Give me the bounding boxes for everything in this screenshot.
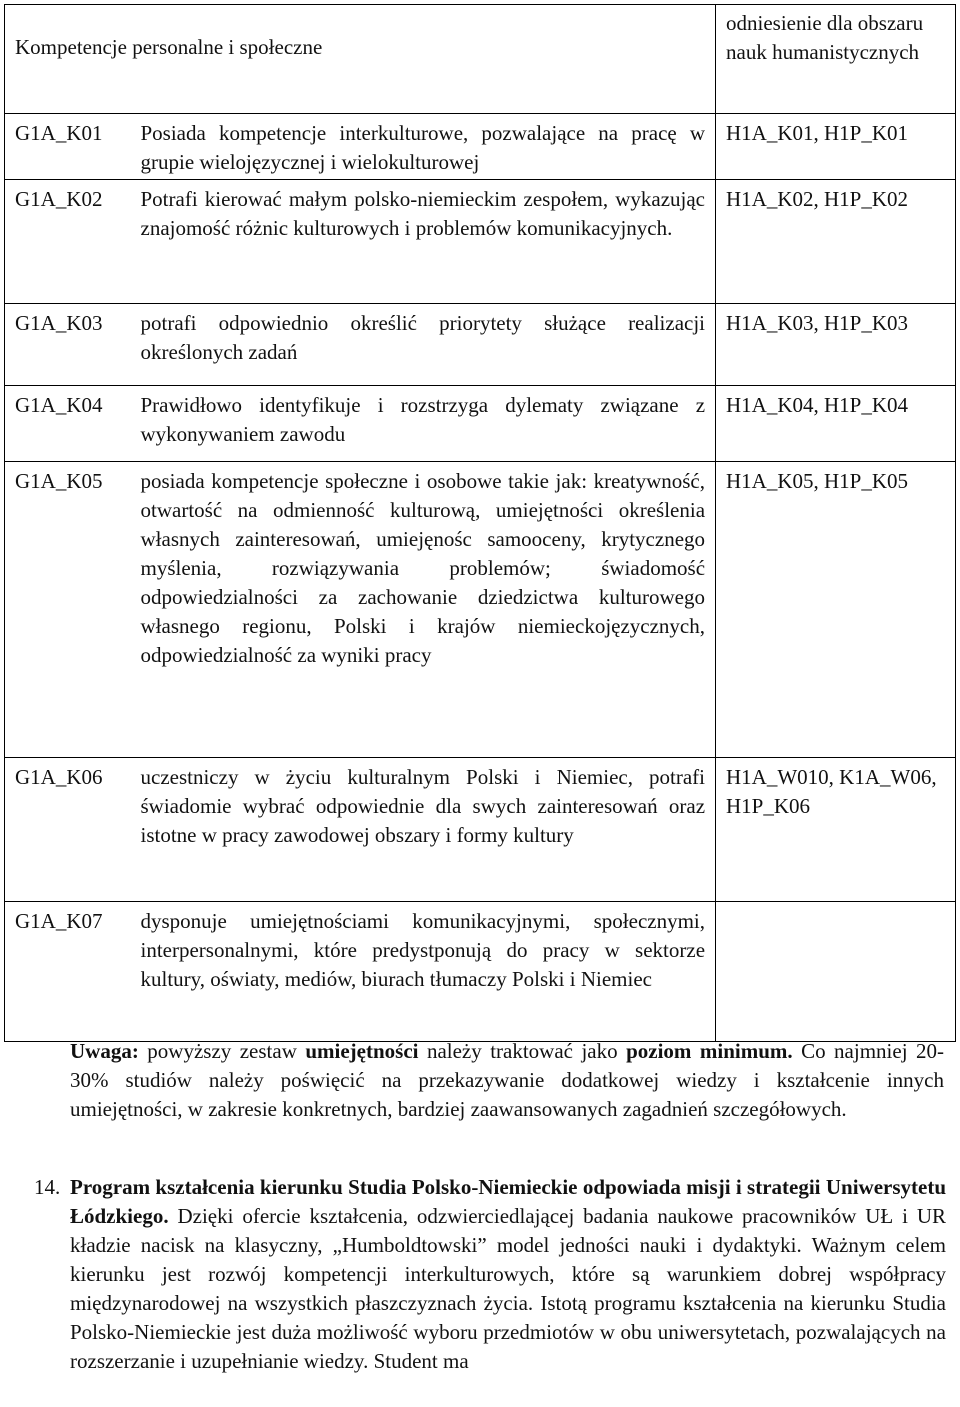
table-row xyxy=(5,114,956,180)
section-title: Program kształcenia kierunku Studia Polsko-Niemieckie odpowiada misji i strategii Uniwersytetu Łódzkiego. xyxy=(70,1175,946,1228)
note-label: Uwaga: xyxy=(70,1039,139,1063)
competence-reference: H1A_K05, H1P_K05 xyxy=(716,462,956,758)
table-header-reference: odniesienie dla obszaru nauk humanistycznych xyxy=(716,5,956,114)
competence-description: uczestniczy w życiu kulturalnym Polski i Niemiec, potrafi świadomie wybrać odpowiednie dla swych zainteresowań oraz istotne w pracy zawodowej obszary i formy kultury xyxy=(135,758,716,902)
competence-code: G1A_K07 xyxy=(5,902,135,1042)
table-header-competences: Kompetencje personalne i społeczne xyxy=(5,5,716,114)
note-bold-skills: umiejętności xyxy=(305,1039,419,1063)
competence-code: G1A_K06 xyxy=(5,758,135,902)
table-header-row xyxy=(5,5,956,114)
table-row xyxy=(5,758,956,902)
competence-code: G1A_K02 xyxy=(5,180,135,304)
competence-description: Potrafi kierować małym polsko-niemieckim zespołem, wykazując znajomość różnic kulturowych i problemów komunikacyjnych. xyxy=(135,180,716,304)
section-text: Dzięki ofercie kształcenia, odzwierciedlającej badania naukowe pracowników UŁ i UR kładzie nacisk na klasyczny, „Humboldtowski” model jedności nauki i dydaktyki. Ważnym celem kierunku jest rozwój kompetencji interkulturowych, które są warunkiem dobrej współpracy międzynarodowej na wszystkich płaszczyznach życia. Istotą programu kształcenia na kierunku Studia Polsko-Niemieckie jest duża możliwość wyboru przedmiotów w obu uniwersytetach, pozwalających na rozszerzanie i uzupełnianie wiedzy. Student ma xyxy=(70,1204,946,1373)
section-paragraph xyxy=(70,1173,946,1376)
note-text: powyższy zestaw xyxy=(138,1039,306,1063)
competence-code: G1A_K04 xyxy=(5,386,135,462)
table-row xyxy=(5,180,956,304)
competence-description: Prawidłowo identyfikuje i rozstrzyga dylematy związane z wykonywaniem zawodu xyxy=(135,386,716,462)
table-row xyxy=(5,386,956,462)
competence-reference: H1A_K03, H1P_K03 xyxy=(716,304,956,386)
competence-description: posiada kompetencje społeczne i osobowe takie jak: kreatywność, otwartość na odmienność kulturową, umiejętności określenia własnych zainteresowań, umiejęnośc samooceny, krytycznego myślenia, rozwiązywania problemów; świadomość odpowiedzialności za zachowanie dziedzictwa kulturowego własnego regionu, Polski i krajów niemieckojęzycznych, odpowiedzialność za wyniki pracy xyxy=(135,462,716,758)
competence-reference xyxy=(716,902,956,1042)
section-14 xyxy=(30,1173,946,1376)
competence-code: G1A_K01 xyxy=(5,114,135,180)
note-text: należy traktować jako xyxy=(418,1039,627,1063)
section-number: 14. xyxy=(34,1175,61,1199)
table-row xyxy=(5,462,956,758)
table-row xyxy=(5,304,956,386)
competence-reference: H1A_K01, H1P_K01 xyxy=(716,114,956,180)
competence-code: G1A_K03 xyxy=(5,304,135,386)
competence-description: potrafi odpowiednio określić priorytety służące realizacji określonych zadań xyxy=(135,304,716,386)
competence-description: dysponuje umiejętnościami komunikacyjnymi, społecznymi, interpersonalnymi, które predystponują do pracy w sektorze kultury, oświaty, mediów, biurach tłumaczy Polski i Niemiec xyxy=(135,902,716,1042)
note-paragraph xyxy=(70,1037,944,1124)
competence-table xyxy=(4,4,956,1042)
competence-reference: H1A_W010, K1A_W06, H1P_K06 xyxy=(716,758,956,902)
table-row xyxy=(5,902,956,1042)
competence-description: Posiada kompetencje interkulturowe, pozwalające na pracę w grupie wielojęzycznej i wielokulturowej xyxy=(135,114,716,180)
note-text: Co najmniej 20-30% studiów należy poświęcić na przekazywanie dodatkowej wiedzy i kształcenie innych umiejętności, w zakresie konkretnych, bardziej zaawansowanych zagadnień szczegółowych. xyxy=(70,1039,944,1121)
competence-reference: H1A_K04, H1P_K04 xyxy=(716,386,956,462)
note-bold-minimum: poziom minimum. xyxy=(626,1039,793,1063)
competence-reference: H1A_K02, H1P_K02 xyxy=(716,180,956,304)
competence-code: G1A_K05 xyxy=(5,462,135,758)
